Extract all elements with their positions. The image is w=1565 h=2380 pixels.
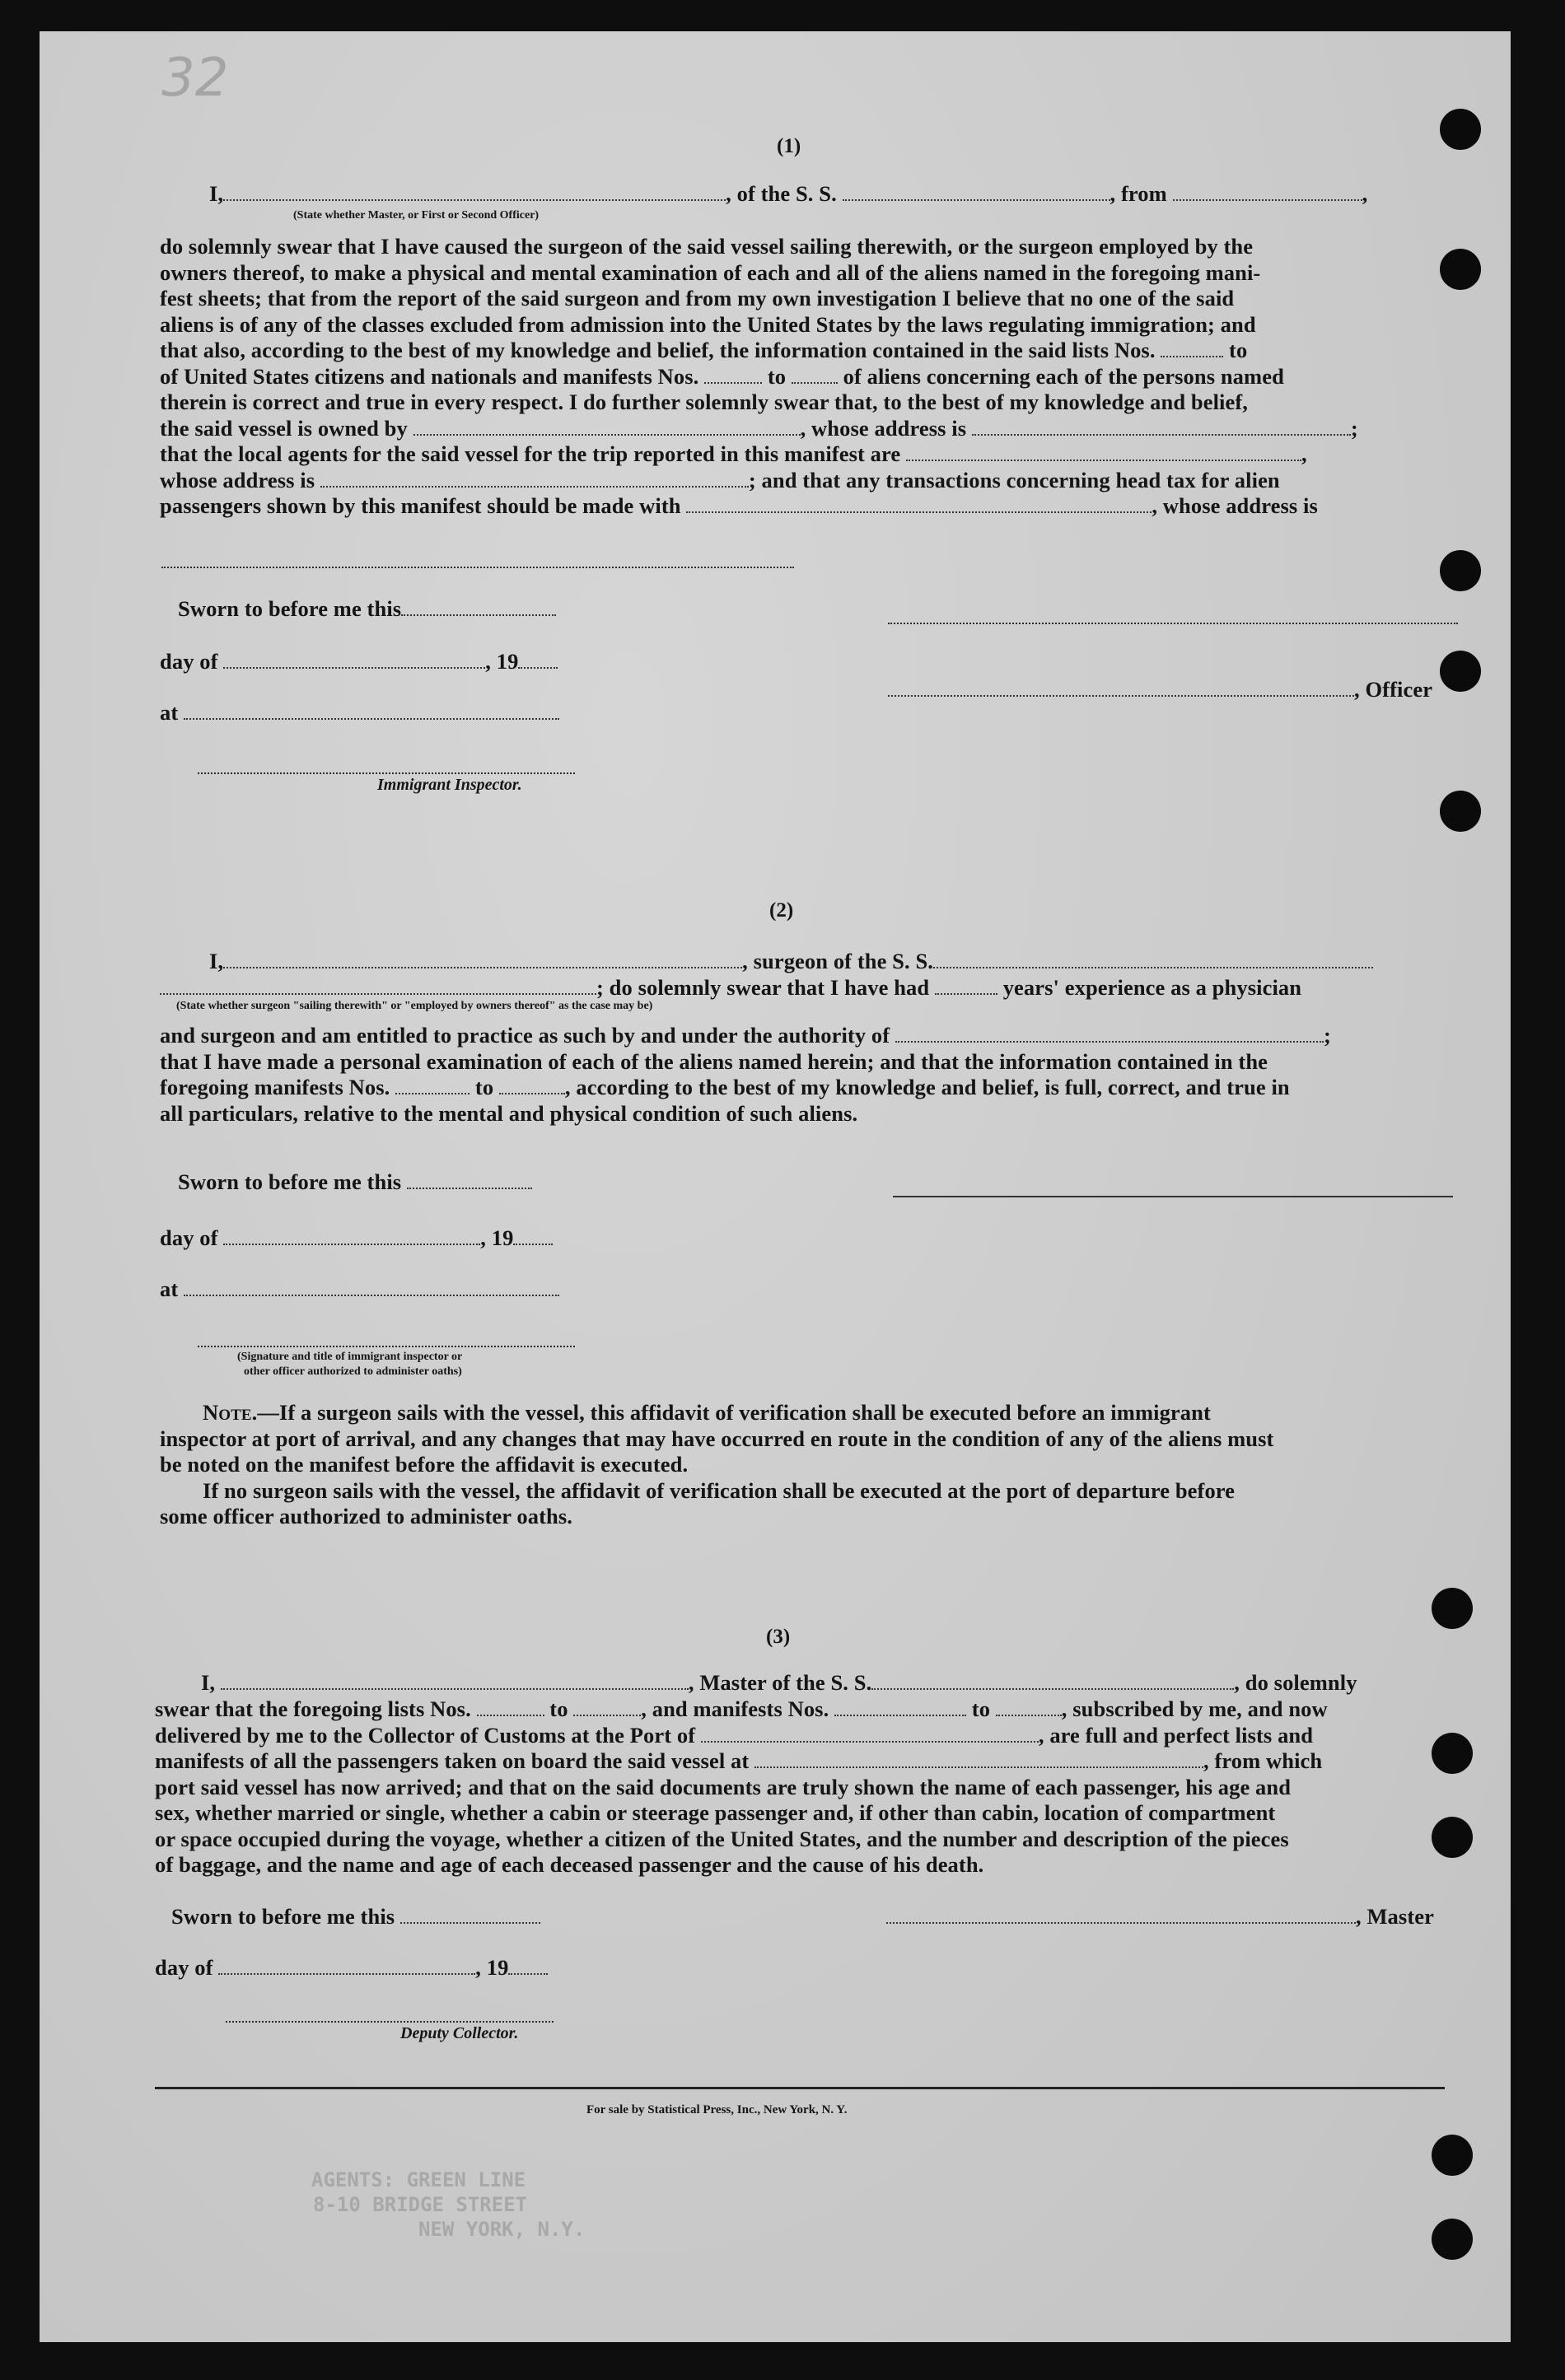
s2-sig-caption-2: other officer authorized to administer oaths)	[244, 1365, 462, 1378]
s3-day: day of , 19	[155, 1955, 548, 1981]
s2-line-2: ; do solemnly swear that I have had years' experience as a physician	[160, 975, 1463, 1001]
s1-p10: whose address is ; and that any transactions concerning head tax for alien	[160, 467, 1280, 492]
footer-printer: For sale by Statistical Press, Inc., New York, N. Y.	[586, 2103, 848, 2116]
s1-l1-d: ,	[1362, 181, 1368, 206]
s1-paragraph	[160, 234, 1463, 520]
s2-sworn: Sworn to before me this	[178, 1169, 532, 1196]
s1-p9: that the local agents for the said vessel for the trip reported in this manifest are ,	[160, 441, 1307, 466]
s3-paragraph	[155, 1696, 1456, 1878]
s1-line-1	[209, 181, 1463, 208]
s2-note-4: If no surgeon sails with the vessel, the affidavit of verification shall be executed at the port of departure before	[203, 1477, 1236, 1503]
s3-p2: sex, whether married or single, whether a cabin or steerage passenger and, if other than cabin, location of compartment	[155, 1800, 1276, 1825]
s2-note-2: inspector at port of arrival, and any changes that may have occurred en route in the condition of any of the aliens must	[160, 1426, 1274, 1451]
binder-hole	[1440, 651, 1481, 692]
s1-officer: , Officer	[888, 677, 1432, 703]
s1-signature-line	[888, 623, 1458, 624]
s3-p1: port said vessel has now arrived; and that on the said documents are truly shown the name of each passenger, his age and	[155, 1774, 1292, 1799]
s3-l4: manifests of all the passengers taken on board the said vessel at , from which	[155, 1748, 1323, 1773]
s2-p4: all particulars, relative to the mental and physical condition of such aliens.	[160, 1100, 858, 1126]
s1-day: day of , 19	[160, 649, 558, 675]
s3-p4: of baggage, and the name and age of each deceased passenger and the cause of his death.	[155, 1852, 984, 1877]
s3-deputy-label: Deputy Collector.	[400, 2024, 519, 2042]
s1-p8: the said vessel is owned by , whose address is ;	[160, 415, 1358, 441]
s1-address-line	[161, 567, 794, 568]
agent-stamp	[311, 2168, 585, 2242]
page-number: 32	[161, 48, 229, 109]
s3-l2: swear that the foregoing lists Nos. to , and manifests Nos. to , subscribed by me, and now	[155, 1696, 1328, 1721]
s1-p11: passengers shown by this manifest should be made with , whose address is	[160, 493, 1318, 518]
s1-p5: that also, according to the best of my knowledge and belief, the information contained in the said lists Nos. to	[160, 338, 1248, 362]
binder-hole	[1440, 109, 1481, 150]
s1-l1-b: , of the S. S.	[726, 181, 837, 206]
s1-p6: of United States citizens and nationals and manifests Nos. to of aliens concerning each of the persons named	[160, 363, 1284, 389]
s3-deputy-line	[226, 2021, 554, 2023]
s2-line-1: I, , surgeon of the S. S.	[209, 949, 1463, 975]
s2-at: at	[160, 1276, 559, 1303]
footer-rule	[155, 2087, 1445, 2089]
s2-note-5: some officer authorized to administer oaths.	[160, 1504, 572, 1528]
s1-p7: therein is correct and true in every respect. I do further solemnly swear that, to the best of my knowledge and belief,	[160, 390, 1249, 414]
s1-at: at	[160, 700, 559, 726]
s2-p1: and surgeon and am entitled to practice as such by and under the authority of ;	[160, 1023, 1331, 1048]
binder-hole	[1432, 2219, 1473, 2260]
s1-sworn: Sworn to before me this	[178, 596, 556, 623]
s1-p3: fest sheets; that from the report of the said surgeon and from my own investigation I believe that no one of the said	[160, 286, 1235, 310]
s1-inspector-line	[198, 772, 575, 774]
s3-master: , Master	[886, 1904, 1434, 1930]
s2-day: day of , 19	[160, 1225, 553, 1252]
s2-paragraph	[160, 1023, 1463, 1127]
binder-hole	[1440, 791, 1481, 832]
s3-line-1: I, , Master of the S. S. , do solemnly	[201, 1670, 1357, 1695]
s3-l3: delivered by me to the Collector of Customs at the Port of , are full and perfect lists and	[155, 1722, 1314, 1748]
section-3-number: (3)	[766, 1626, 791, 1648]
s2-p3: foregoing manifests Nos. to , according to the best of my knowledge and belief, is full, correct, and true in	[160, 1075, 1290, 1099]
s1-p1: do solemnly swear that I have caused the surgeon of the said vessel sailing therewith, or the surgeon employed by the	[160, 234, 1254, 259]
stamp-line-2: 8-10 BRIDGE STREET	[313, 2193, 528, 2216]
stamp-line-1: AGENTS: GREEN LINE	[311, 2168, 526, 2191]
binder-hole	[1432, 2135, 1473, 2176]
s1-caption-officer: (State whether Master, or First or Second Officer)	[293, 209, 540, 222]
manifest-page	[40, 31, 1511, 2342]
stamp-line-3: NEW YORK, N.Y.	[418, 2218, 586, 2241]
s2-signature-line	[893, 1196, 1453, 1197]
s2-caption-surgeon: (State whether surgeon "sailing therewith" or "employed by owners thereof" as the case may be)	[176, 1000, 653, 1012]
s1-p4: aliens is of any of the classes excluded from admission into the United States by the laws regulating immigration; and	[160, 311, 1256, 337]
binder-hole	[1432, 1588, 1473, 1629]
s2-note-1: Note.—If a surgeon sails with the vessel, this affidavit of verification shall be executed before an immigrant	[203, 1400, 1211, 1425]
s2-note-3: be noted on the manifest before the affidavit is executed.	[160, 1452, 689, 1477]
s2-note	[160, 1400, 1453, 1530]
s1-inspector-label: Immigrant Inspector.	[377, 776, 522, 794]
s1-l1-c: , from	[1110, 181, 1167, 206]
s2-p2: that I have made a personal examination of each of the aliens named herein; and that the information contained in the	[160, 1048, 1268, 1074]
s2-signature-inspector-line	[198, 1346, 575, 1347]
s3-p3: or space occupied during the voyage, whether a citizen of the United States, and the number and description of the pieces	[155, 1826, 1289, 1851]
binder-hole	[1440, 550, 1481, 591]
s1-l1-a: I,	[209, 181, 224, 206]
s2-sig-caption-1: (Signature and title of immigrant inspector or	[237, 1351, 463, 1363]
section-1-number: (1)	[777, 135, 801, 157]
s1-p2: owners thereof, to make a physical and mental examination of each and all of the aliens named in the foregoing mani-	[160, 259, 1261, 285]
s3-sworn: Sworn to before me this	[171, 1904, 540, 1930]
section-2-number: (2)	[769, 899, 794, 922]
